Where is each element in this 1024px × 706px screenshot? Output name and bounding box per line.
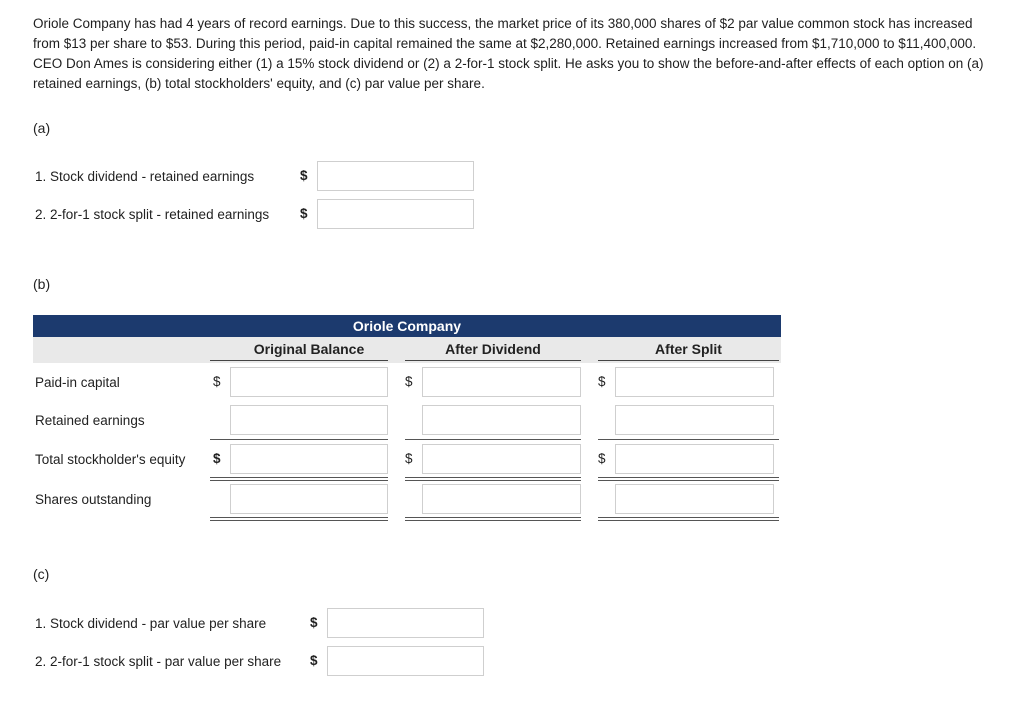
part-b-label: (b) — [33, 276, 51, 292]
col-dividend-underline — [405, 360, 581, 361]
shares-double-line-2-dividend — [405, 520, 581, 521]
stock-split-retained-earnings-input[interactable] — [317, 199, 474, 229]
total-double-line-2-split — [598, 480, 779, 481]
retained-earnings-dividend-input[interactable] — [422, 405, 581, 435]
shares-outstanding-dividend-input[interactable] — [422, 484, 581, 514]
part-c-row-1-currency: $ — [310, 615, 318, 630]
stock-dividend-par-value-input[interactable] — [327, 608, 484, 638]
retained-earnings-label: Retained earnings — [35, 413, 145, 428]
part-a-row-1-label: 1. Stock dividend - retained earnings — [35, 169, 255, 184]
paid-in-currency-original: $ — [213, 374, 221, 389]
total-equity-dividend-input[interactable] — [422, 444, 581, 474]
subtotal-line-original — [210, 439, 388, 440]
part-a-row-2-label: 2. 2-for-1 stock split - retained earnings — [35, 207, 270, 222]
paid-in-currency-split: $ — [598, 374, 606, 389]
col-after-dividend: After Dividend — [445, 341, 541, 357]
paid-in-capital-dividend-input[interactable] — [422, 367, 581, 397]
shares-double-line-1-original — [210, 517, 388, 518]
retained-earnings-original-input[interactable] — [230, 405, 388, 435]
part-a-label: (a) — [33, 120, 51, 136]
part-a-row-2-currency: $ — [300, 206, 308, 221]
total-equity-original-input[interactable] — [230, 444, 388, 474]
shares-outstanding-split-input[interactable] — [615, 484, 774, 514]
problem-statement: Oriole Company has had 4 years of record earnings. Due to this success, the market price of its 380,000 shares of $2 par value common stock has increased from $13 per share to $53. During this period, paid-in capital remained the same at $2,280,000. Retained earnings increased from $1,710,000 to $11,400,000. CEO Don Ames is considering either (1) a 15% stock dividend or (2) a 2-for-1 stock split. He asks you to show the before-and-after effects of each option on (a) retained earnings, (b) total stockholders' equity, and (c) par value per share. — [33, 16, 984, 91]
total-equity-currency-split: $ — [598, 451, 606, 466]
part-c-row-2-currency: $ — [310, 653, 318, 668]
col-original-underline — [210, 360, 388, 361]
total-double-line-1-split — [598, 477, 779, 478]
paid-in-currency-dividend: $ — [405, 374, 413, 389]
part-c-row-2-label: 2. 2-for-1 stock split - par value per share — [35, 654, 282, 669]
stock-split-par-value-input[interactable] — [327, 646, 484, 676]
total-equity-currency-original: $ — [213, 451, 221, 466]
part-c-label: (c) — [33, 566, 50, 582]
total-double-line-1-dividend — [405, 477, 581, 478]
shares-outstanding-label: Shares outstanding — [35, 492, 152, 507]
company-header: Oriole Company — [33, 315, 781, 337]
part-a-row-1-currency: $ — [300, 168, 308, 183]
paid-in-capital-split-input[interactable] — [615, 367, 774, 397]
shares-double-line-2-split — [598, 520, 779, 521]
col-original-balance: Original Balance — [253, 341, 365, 357]
subtotal-line-dividend — [405, 439, 581, 440]
total-equity-split-input[interactable] — [615, 444, 774, 474]
shares-double-line-1-dividend — [405, 517, 581, 518]
total-double-line-2-dividend — [405, 480, 581, 481]
retained-earnings-split-input[interactable] — [615, 405, 774, 435]
shares-outstanding-original-input[interactable] — [230, 484, 388, 514]
total-equity-label: Total stockholder's equity — [35, 452, 186, 467]
col-split-underline — [598, 360, 779, 361]
shares-double-line-2-original — [210, 520, 388, 521]
shares-double-line-1-split — [598, 517, 779, 518]
stock-dividend-retained-earnings-input[interactable] — [317, 161, 474, 191]
total-double-line-2-original — [210, 480, 388, 481]
part-c-row-1-label: 1. Stock dividend - par value per share — [35, 616, 267, 631]
paid-in-capital-original-input[interactable] — [230, 367, 388, 397]
total-equity-currency-dividend: $ — [405, 451, 413, 466]
paid-in-capital-label: Paid-in capital — [35, 375, 120, 390]
col-after-split: After Split — [655, 341, 722, 357]
total-double-line-1-original — [210, 477, 388, 478]
subtotal-line-split — [598, 439, 779, 440]
